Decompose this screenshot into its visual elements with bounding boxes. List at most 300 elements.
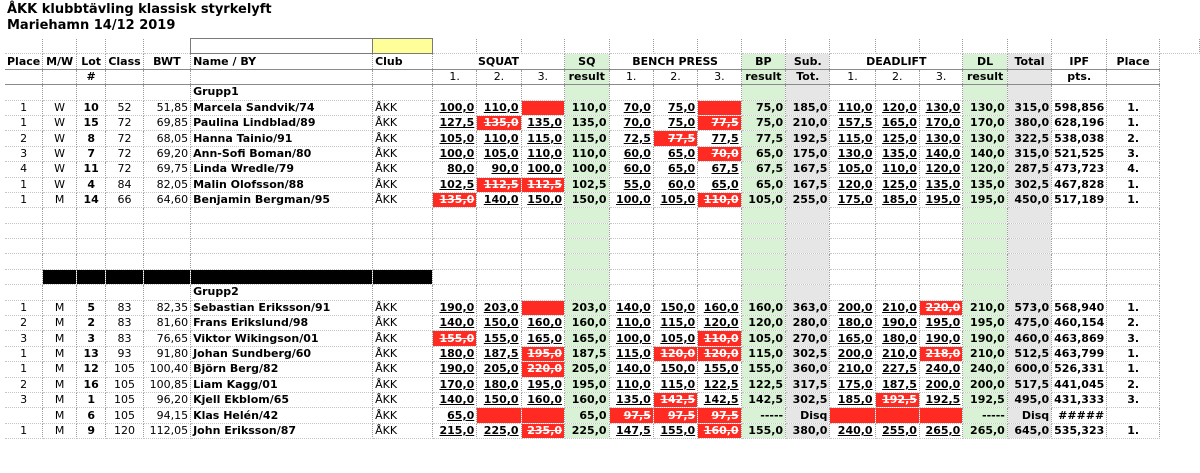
blank-cell xyxy=(5,239,43,254)
attempt-cell: 192,5 xyxy=(919,392,962,407)
grey-cell xyxy=(786,285,830,300)
place-cell: 2 xyxy=(5,316,43,331)
blank-cell xyxy=(43,39,77,54)
bp-result: 77,5 xyxy=(741,131,786,146)
lifter-name: Björn Berg/82 xyxy=(191,362,373,377)
attempt-cell: 97,5 xyxy=(653,408,697,423)
attempt-cell: 110,0 xyxy=(698,331,741,346)
total-cell: 460,0 xyxy=(1007,331,1051,346)
attempt-cell: 225,0 xyxy=(477,423,521,438)
blank-cell xyxy=(43,254,77,269)
group-row xyxy=(5,85,1200,100)
green-cell xyxy=(741,254,786,269)
lot-cell: 7 xyxy=(77,146,106,161)
sub-total: 185,0 xyxy=(786,100,830,115)
col-dl: DL xyxy=(963,54,1008,69)
blank-cell xyxy=(373,69,433,84)
sq-result: 225,0 xyxy=(565,423,610,438)
lifter-name: Viktor Wikingson/01 xyxy=(191,331,373,346)
group-label: Grupp2 xyxy=(191,285,373,300)
mw-cell: M xyxy=(43,300,77,315)
bp-result: 122,5 xyxy=(741,377,786,392)
mw-cell: W xyxy=(43,131,77,146)
attempt-cell: 135,0 xyxy=(521,115,564,130)
attempt-cell: 97,5 xyxy=(698,408,741,423)
attempt-cell: 185,0 xyxy=(875,192,919,207)
lifter-row xyxy=(5,316,1200,331)
attempt-cell: 155,0 xyxy=(653,423,697,438)
attempt-cell: 165,0 xyxy=(521,331,564,346)
col-bp: BP xyxy=(741,54,786,69)
green-cell xyxy=(963,85,1008,100)
attempt-cell: 100,0 xyxy=(432,146,476,161)
ipf-points: 460,154 xyxy=(1052,316,1107,331)
attempt-cell: 180,0 xyxy=(432,346,476,361)
attempt-cell: 110,0 xyxy=(477,100,521,115)
green-cell xyxy=(565,239,610,254)
blank-cell xyxy=(653,239,697,254)
place-cell xyxy=(5,408,43,423)
green-cell xyxy=(963,208,1008,223)
attempt-cell: 60,0 xyxy=(609,162,653,177)
blank-cell xyxy=(1107,85,1160,100)
final-place: 1. xyxy=(1107,423,1160,438)
black-divider xyxy=(191,269,373,284)
lot-cell: 2 xyxy=(77,316,106,331)
bp-result: 75,0 xyxy=(741,100,786,115)
lot-cell: 13 xyxy=(77,346,106,361)
sheet-header xyxy=(7,2,272,34)
blank-cell xyxy=(609,223,653,238)
bwt-cell: 91,80 xyxy=(143,346,190,361)
attempt-cell: 77,5 xyxy=(698,115,741,130)
sq-result: 150,0 xyxy=(565,192,610,207)
attempt-cell: 195,0 xyxy=(521,377,564,392)
attempt-cell: 65,0 xyxy=(698,177,741,192)
blank-cell xyxy=(1052,85,1107,100)
sub-total: 255,0 xyxy=(786,192,830,207)
lifter-name: Linda Wredle/79 xyxy=(191,162,373,177)
bwt-cell: 68,05 xyxy=(143,131,190,146)
grey-cell xyxy=(786,239,830,254)
blank-cell xyxy=(565,39,610,54)
lifter-row xyxy=(5,192,1200,207)
attempt-2-header: 2. xyxy=(653,69,697,84)
attempt-cell xyxy=(521,300,564,315)
total-cell: 322,5 xyxy=(1007,131,1051,146)
total-cell: Disq xyxy=(1007,408,1051,423)
attempt-cell: 190,0 xyxy=(432,362,476,377)
bwt-cell: 112,05 xyxy=(143,423,190,438)
blank-cell xyxy=(521,223,564,238)
ipf-points: 521,525 xyxy=(1052,146,1107,161)
green-cell xyxy=(565,254,610,269)
final-place: 1. xyxy=(1107,192,1160,207)
bp-result: 160,0 xyxy=(741,300,786,315)
lifter-row xyxy=(5,177,1200,192)
total-cell: 450,0 xyxy=(1007,192,1051,207)
club-cell: ÅKK xyxy=(373,392,433,407)
sub-total: 280,0 xyxy=(786,316,830,331)
attempt-cell: 70,0 xyxy=(698,146,741,161)
col-bwt: BWT xyxy=(143,54,190,69)
attempt-cell: 120,0 xyxy=(919,162,962,177)
lifter-name: Frans Erikslund/98 xyxy=(191,316,373,331)
bwt-cell: 51,85 xyxy=(143,100,190,115)
sub-total: Disq xyxy=(786,408,830,423)
attempt-cell: 190,0 xyxy=(919,331,962,346)
attempt-cell: 122,5 xyxy=(698,377,741,392)
blank-cell xyxy=(43,208,77,223)
lifter-name: Sebastian Eriksson/91 xyxy=(191,300,373,315)
attempt-cell: 210,0 xyxy=(875,346,919,361)
blank-cell xyxy=(1007,39,1051,54)
mw-cell: W xyxy=(43,115,77,130)
attempt-cell: 102,5 xyxy=(432,177,476,192)
attempt-cell: 220,0 xyxy=(521,362,564,377)
attempt-cell: 100,0 xyxy=(521,162,564,177)
attempt-cell: 140,0 xyxy=(432,392,476,407)
attempt-2-header: 2. xyxy=(875,69,919,84)
bp-result-header: result xyxy=(741,69,786,84)
dl-result: 140,0 xyxy=(963,146,1008,161)
attempt-cell: 195,0 xyxy=(521,346,564,361)
blank-cell xyxy=(919,85,962,100)
sq-result: 135,0 xyxy=(565,115,610,130)
blank-cell xyxy=(875,39,919,54)
total-cell: 645,0 xyxy=(1007,423,1051,438)
total-cell: 512,5 xyxy=(1007,346,1051,361)
attempt-cell: 210,0 xyxy=(830,362,875,377)
lot-cell: 12 xyxy=(77,362,106,377)
blank-cell xyxy=(698,254,741,269)
attempt-cell: 192,5 xyxy=(875,392,919,407)
blank-cell xyxy=(432,239,476,254)
blank-cell xyxy=(373,239,433,254)
sq-result: 165,0 xyxy=(565,331,610,346)
sub-total: 167,5 xyxy=(786,177,830,192)
place-cell: 4 xyxy=(5,162,43,177)
sub-total: 317,5 xyxy=(786,377,830,392)
club-cell: ÅKK xyxy=(373,115,433,130)
blank-cell xyxy=(786,39,830,54)
attempt-cell: 215,0 xyxy=(432,423,476,438)
attempt-cell: 67,5 xyxy=(698,162,741,177)
sub-tot-header: Tot. xyxy=(786,69,830,84)
blank-cell xyxy=(1107,269,1160,284)
lifter-row xyxy=(5,162,1200,177)
place-cell: 1 xyxy=(5,362,43,377)
col-place: Place xyxy=(5,54,43,69)
attempt-cell: 110,0 xyxy=(609,316,653,331)
mw-cell: M xyxy=(43,346,77,361)
ipf-points: 628,196 xyxy=(1052,115,1107,130)
attempt-cell: 120,0 xyxy=(698,316,741,331)
final-place xyxy=(1107,408,1160,423)
green-cell xyxy=(741,285,786,300)
blank-cell xyxy=(653,39,697,54)
competition-date: Mariehamn 14/12 2019 xyxy=(7,18,176,33)
green-cell xyxy=(741,239,786,254)
attempt-1-header: 1. xyxy=(830,69,875,84)
attempt-cell: 220,0 xyxy=(919,300,962,315)
blank-cell xyxy=(1107,39,1160,54)
sq-result: 203,0 xyxy=(565,300,610,315)
blank-cell xyxy=(1052,39,1107,54)
class-cell: 66 xyxy=(106,192,143,207)
empty-row xyxy=(5,254,1200,269)
attempt-cell: 200,0 xyxy=(830,346,875,361)
grey-cell xyxy=(1007,208,1051,223)
attempt-cell: 140,0 xyxy=(477,192,521,207)
col-class: Class xyxy=(106,54,143,69)
place-cell: 3 xyxy=(5,392,43,407)
lifter-name: Benjamin Bergman/95 xyxy=(191,192,373,207)
attempt-cell: 105,0 xyxy=(653,192,697,207)
sub-total: 302,5 xyxy=(786,346,830,361)
club-cell: ÅKK xyxy=(373,177,433,192)
attempt-cell: 105,0 xyxy=(830,162,875,177)
blank-cell xyxy=(432,254,476,269)
attempt-cell: 160,0 xyxy=(521,316,564,331)
lot-cell: 11 xyxy=(77,162,106,177)
blank-cell xyxy=(5,69,43,84)
club-cell: ÅKK xyxy=(373,408,433,423)
attempt-cell: 55,0 xyxy=(609,177,653,192)
lifter-row xyxy=(5,300,1200,315)
blank-cell xyxy=(77,85,106,100)
class-cell: 52 xyxy=(106,100,143,115)
blank-cell xyxy=(106,285,143,300)
mw-cell: M xyxy=(43,331,77,346)
attempt-cell: 255,0 xyxy=(875,423,919,438)
blank-cell xyxy=(919,239,962,254)
sq-result: 187,5 xyxy=(565,346,610,361)
blank-cell xyxy=(143,239,190,254)
dl-result: 200,0 xyxy=(963,377,1008,392)
blank-cell xyxy=(43,223,77,238)
blank-cell xyxy=(698,208,741,223)
lot-cell: 10 xyxy=(77,100,106,115)
dl-result: 195,0 xyxy=(963,192,1008,207)
sub-total: 270,0 xyxy=(786,331,830,346)
blank-cell xyxy=(521,39,564,54)
class-cell: 72 xyxy=(106,115,143,130)
blank-cell xyxy=(698,285,741,300)
dl-result: 130,0 xyxy=(963,100,1008,115)
black-divider xyxy=(373,269,433,284)
class-cell: 105 xyxy=(106,408,143,423)
grey-cell xyxy=(1007,85,1051,100)
attempt-cell: 140,0 xyxy=(609,362,653,377)
final-place: 3. xyxy=(1107,331,1160,346)
blank-cell xyxy=(43,69,77,84)
sub-total: 192,5 xyxy=(786,131,830,146)
sq-result: 102,5 xyxy=(565,177,610,192)
lifter-row xyxy=(5,331,1200,346)
attempt-cell: 77,5 xyxy=(653,131,697,146)
attempt-cell: 147,5 xyxy=(609,423,653,438)
blank-cell xyxy=(653,254,697,269)
blank-cell xyxy=(43,85,77,100)
blank-cell xyxy=(191,254,373,269)
attempt-cell: 180,0 xyxy=(875,331,919,346)
col-name: Name / BY xyxy=(191,54,373,69)
sub-total: 167,5 xyxy=(786,162,830,177)
attempt-cell: 77,5 xyxy=(698,131,741,146)
grey-cell xyxy=(1007,223,1051,238)
blank-cell xyxy=(875,223,919,238)
blank-cell xyxy=(143,208,190,223)
total-header-blank xyxy=(1007,69,1051,84)
blank-cell xyxy=(1052,269,1107,284)
ipf-points: 526,331 xyxy=(1052,362,1107,377)
attempt-cell: 205,0 xyxy=(477,362,521,377)
class-cell: 84 xyxy=(106,177,143,192)
sq-result: 195,0 xyxy=(565,377,610,392)
attempt-cell: 160,0 xyxy=(698,423,741,438)
grey-cell xyxy=(1007,254,1051,269)
bp-result: 105,0 xyxy=(741,192,786,207)
attempt-cell: 135,0 xyxy=(609,392,653,407)
grey-cell xyxy=(786,223,830,238)
green-cell xyxy=(741,208,786,223)
sq-result-header: result xyxy=(565,69,610,84)
blank-cell xyxy=(609,269,653,284)
group-row xyxy=(5,285,1200,300)
blank-cell xyxy=(477,239,521,254)
class-cell: 105 xyxy=(106,392,143,407)
attempt-cell xyxy=(919,408,962,423)
class-cell: 83 xyxy=(106,316,143,331)
attempt-cell: 180,0 xyxy=(477,377,521,392)
attempt-1-header: 1. xyxy=(609,69,653,84)
empty-row xyxy=(5,223,1200,238)
blank-cell xyxy=(653,223,697,238)
lot-cell: 1 xyxy=(77,392,106,407)
col-mw: M/W xyxy=(43,54,77,69)
attempt-cell xyxy=(521,408,564,423)
club-cell: ÅKK xyxy=(373,423,433,438)
blank-cell xyxy=(1052,239,1107,254)
attempt-cell: 110,0 xyxy=(875,162,919,177)
blank-cell xyxy=(698,223,741,238)
attempt-cell: 90,0 xyxy=(477,162,521,177)
ipf-points: 441,045 xyxy=(1052,377,1107,392)
total-cell: 287,5 xyxy=(1007,162,1051,177)
blank-cell xyxy=(698,39,741,54)
dl-result: 210,0 xyxy=(963,300,1008,315)
blank-cell xyxy=(477,39,521,54)
place-cell: 3 xyxy=(5,331,43,346)
blank-cell xyxy=(477,254,521,269)
bp-result: 155,0 xyxy=(741,423,786,438)
blank-cell xyxy=(477,85,521,100)
sq-result: 160,0 xyxy=(565,316,610,331)
lifter-row xyxy=(5,100,1200,115)
attempt-1-header: 1. xyxy=(432,69,476,84)
lifter-name: Paulina Lindblad/89 xyxy=(191,115,373,130)
attempt-cell: 150,0 xyxy=(477,392,521,407)
dl-result: ----- xyxy=(963,408,1008,423)
attempt-cell: 120,0 xyxy=(653,346,697,361)
attempt-cell: 240,0 xyxy=(830,423,875,438)
attempt-cell: 265,0 xyxy=(919,423,962,438)
sq-result: 115,0 xyxy=(565,131,610,146)
lifter-name: Johan Sundberg/60 xyxy=(191,346,373,361)
club-cell: ÅKK xyxy=(373,300,433,315)
blank-cell xyxy=(77,239,106,254)
club-cell: ÅKK xyxy=(373,162,433,177)
attempt-cell: 127,5 xyxy=(432,115,476,130)
black-divider xyxy=(106,269,143,284)
attempt-cell: 125,0 xyxy=(875,177,919,192)
blank-cell xyxy=(77,254,106,269)
sq-result: 100,0 xyxy=(565,162,610,177)
grey-cell xyxy=(786,208,830,223)
blank-cell xyxy=(432,285,476,300)
group-label: Grupp1 xyxy=(191,85,373,100)
dl-result: 120,0 xyxy=(963,162,1008,177)
bp-result: 67,5 xyxy=(741,162,786,177)
attempt-cell: 150,0 xyxy=(477,316,521,331)
green-cell xyxy=(963,285,1008,300)
club-cell: ÅKK xyxy=(373,131,433,146)
col-ipf: IPF xyxy=(1052,54,1107,69)
blank-cell xyxy=(477,208,521,223)
attempt-cell: 170,0 xyxy=(919,115,962,130)
attempt-cell: 187,5 xyxy=(875,377,919,392)
bwt-cell: 94,15 xyxy=(143,408,190,423)
blank-cell xyxy=(143,85,190,100)
blank-cell xyxy=(106,39,143,54)
lifter-row xyxy=(5,115,1200,130)
blank-cell xyxy=(698,85,741,100)
blank-cell xyxy=(1052,208,1107,223)
blank-cell xyxy=(1107,208,1160,223)
blank-cell xyxy=(653,269,697,284)
attempt-cell xyxy=(830,408,875,423)
class-cell: 83 xyxy=(106,331,143,346)
attempt-cell: 235,0 xyxy=(521,423,564,438)
total-cell: 517,5 xyxy=(1007,377,1051,392)
lifter-row xyxy=(5,423,1200,438)
attempt-cell: 175,0 xyxy=(830,192,875,207)
final-place: 4. xyxy=(1107,162,1160,177)
attempt-cell: 80,0 xyxy=(432,162,476,177)
bp-result: 115,0 xyxy=(741,346,786,361)
lifter-name: John Eriksson/87 xyxy=(191,423,373,438)
club-cell: ÅKK xyxy=(373,346,433,361)
attempt-cell xyxy=(698,100,741,115)
grey-cell xyxy=(786,269,830,284)
blank-cell xyxy=(830,39,875,54)
dl-result: 170,0 xyxy=(963,115,1008,130)
ipf-points: 431,333 xyxy=(1052,392,1107,407)
col-lot-hash: # xyxy=(77,69,106,84)
place-cell: 2 xyxy=(5,377,43,392)
attempt-cell: 100,0 xyxy=(609,192,653,207)
blank-cell xyxy=(1107,223,1160,238)
attempt-cell: 165,0 xyxy=(830,331,875,346)
blank-cell xyxy=(77,285,106,300)
blank-cell xyxy=(521,285,564,300)
attempt-cell: 200,0 xyxy=(830,300,875,315)
bwt-cell: 81,60 xyxy=(143,316,190,331)
lot-cell: 8 xyxy=(77,131,106,146)
blank-cell xyxy=(5,85,43,100)
class-cell: 72 xyxy=(106,131,143,146)
